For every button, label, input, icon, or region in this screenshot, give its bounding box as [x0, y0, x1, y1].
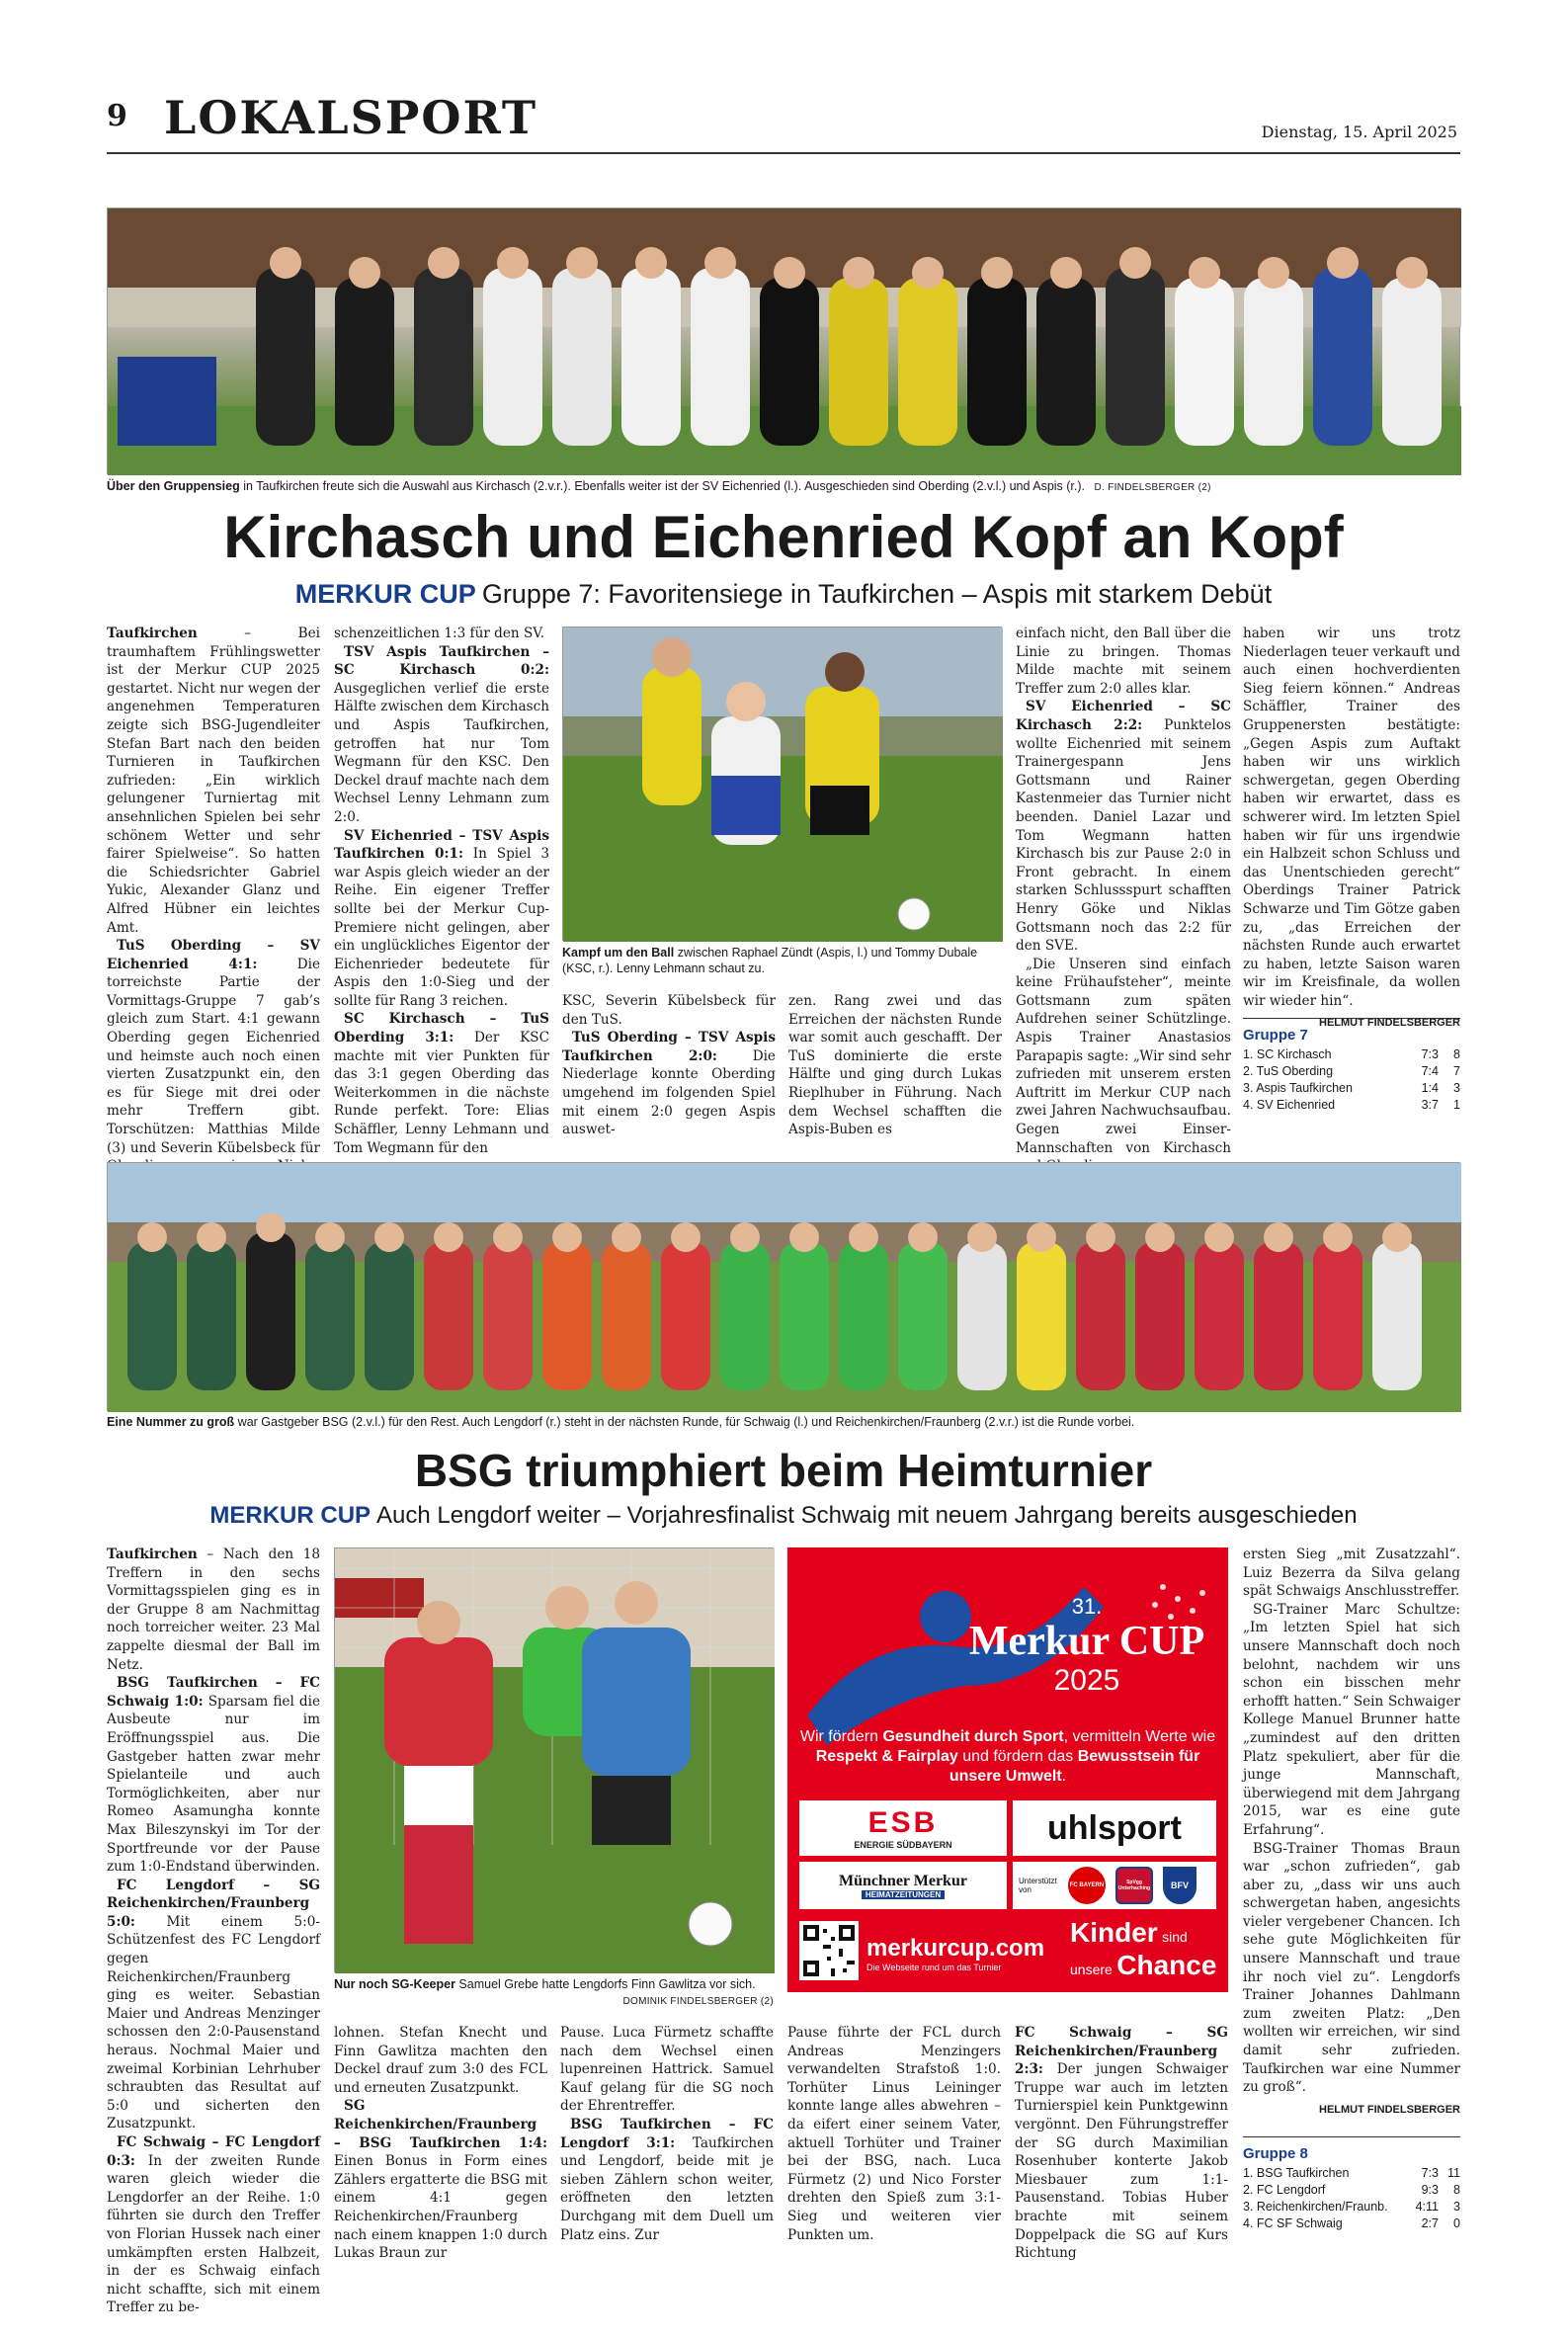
team: 3. Reichenkirchen/Fraunb. [1243, 2200, 1388, 2214]
text: Die torreichste Partie der Vormittags-Gruppe 7 gab’s gleich zum Start. 4:1 gewann Oberding gegen Eichenried und heimste auch noch einen vierten Zusatzpunkt ein, den es für Siege mit drei oder mehr Treffern gibt. Torschützen: Matthias Milde (3) und Severin Kübelsbeck für [107, 956, 320, 1156]
ad-edition: 31. [1071, 1594, 1103, 1619]
brand-label: MERKUR CUP [209, 1502, 371, 1529]
bfv-icon: BFV [1163, 1867, 1197, 1904]
article2-col1 [107, 1546, 320, 2316]
issue-date: Dienstag, 15. April 2025 [1261, 123, 1457, 141]
supported-label: Unterstützt von [1019, 1877, 1057, 1894]
match-header: BSG Taufkirchen – FC Schwaig 1:0: [107, 1675, 320, 1710]
brand-label: MERKUR CUP [294, 579, 476, 609]
esb-sub: ENERGIE SÜDBAYERN [854, 1840, 952, 1850]
text: Die Niederlage konnte Oberding umgehend im folgenden Spiel mit einem 2:0 gegen Aspis auswet- [562, 1047, 776, 1138]
points: 1 [1453, 1098, 1460, 1112]
photo-caption-group8 [107, 1414, 1460, 1430]
headline-group8: BSG triumphiert beim Heimturnier [414, 1445, 1153, 1496]
supporters-box [1013, 1862, 1216, 1909]
page-number: 9 [107, 99, 127, 133]
match-header: SC Kirchasch – TuS Oberding 3:1: [334, 1011, 549, 1046]
ad-mission [799, 1727, 1216, 1787]
ad-url-sub: Die Webseite rund um das Turnier [867, 1963, 1002, 1972]
table-row [1243, 1097, 1460, 1114]
text: lohnen. Stefan Knecht und Finn Gawlitza machten den Deckel drauf zum 3:0 des FCL und erneuten Zusatzpunkt. [334, 2025, 547, 2096]
headline-group7: Kirchasch und Eichenried Kopf an Kopf [223, 504, 1344, 570]
match-header: FC Schwaig – FC Lengdorf 0:3: [107, 2134, 320, 2169]
article1-col1 [107, 625, 320, 1156]
points: 3 [1453, 2200, 1460, 2214]
team: 2. FC Lengdorf [1243, 2183, 1326, 2197]
goals: 7:3 [1421, 2166, 1439, 2180]
text: Einen Bonus in Form eines Zählers ergatterte die BSG mit einem 4:1 gegen Reichenkirchen/Fraunberg nach einem knappen 1:0 durch Lukas Braun zur [334, 2153, 547, 2262]
match-header: SV Eichenried – SC Kirchasch 2:2: [1016, 699, 1231, 733]
ad-text-bold: Respekt & Fairplay [815, 1748, 958, 1765]
muenchner-merkur-logo [799, 1862, 1007, 1909]
slogan-chance: Chance [1116, 1950, 1217, 1980]
ad-text: . [1061, 1768, 1067, 1785]
text: In Spiel 3 war Aspis gleich wieder an der Reihe. Ein eigener Treffer sollte bei der Merkur Cup-Premiere nicht gelingen, aber ein unglückliches Eigentor der Eichenrieder bedeutete für Aspis den 1:0-Sieg und der sollte für Rang 3 reichen. [334, 846, 549, 1009]
match-header: TSV Aspis Taufkirchen – SC Kirchasch 0:2: [334, 643, 549, 679]
text: Punktelos wollte Eichenried mit seinem Trainergespann Jens Gottsmann und Rainer Kastenmeier das Turnier nicht beenden. Daniel Lazar und Tom Wegmann hatten Kirchasch bis zur Pause 2:0 in Front gebracht. In einem starken Schlussspurt schafften Henry Göke und Niklas Gottsmann noch das 2:2 für den SVE. [1016, 716, 1231, 955]
kinder-chance-slogan [1070, 1919, 1218, 1984]
standings-group8 [1243, 2136, 1460, 2232]
article2-col4 [787, 2024, 1001, 2243]
section-title: LOKALSPORT [164, 91, 538, 144]
subheadline-text: Gruppe 7: Favoritensiege in Taufkirchen – Aspis mit starkem Debüt [481, 579, 1273, 609]
goals: 1:4 [1421, 1081, 1439, 1095]
table-row [1243, 1080, 1460, 1097]
text: ersten Sieg „mit Zusatzzahl“. Luiz Bezerra da Silva gelang spät Schwaigs Anschlusstreffer. [1243, 1546, 1460, 1600]
text: Pause führte der FCL durch Andreas Menzingers verwandelten Strafstoß 1:0. Torhüter Linus Leininger konnte lange alles abwehren – da eifert einer seinem Vater, aktuell Torhüter und Trainer bei der BSG, nach. Luca Fürmetz (2) und Nico Forster drehten den Spieß zum 3:1-Sieg und weiteren vier Punkten um. [787, 2025, 1001, 2243]
match-photo-image [563, 627, 1003, 942]
header-rule [107, 152, 1460, 154]
ad-text: , vermitteln Werte wie [1063, 1728, 1216, 1745]
slogan-sind: sind [1162, 1929, 1188, 1945]
goals: 3:7 [1421, 1098, 1439, 1112]
points: 3 [1453, 1081, 1460, 1095]
dateline: Taufkirchen [107, 626, 198, 641]
author: HELMUT FINDELSBERGER [1319, 1017, 1460, 1030]
match-photo-caption [562, 945, 1002, 976]
article2-col6 [1243, 1546, 1460, 2131]
table-row [1243, 1046, 1460, 1063]
subheadline-group8 [107, 1500, 1460, 1532]
points: 7 [1453, 1064, 1460, 1078]
team: 4. SV Eichenried [1243, 1098, 1336, 1112]
text: Mit einem 5:0-Schützenfest des FC Lengdorf gegen Reichenkirchen/Fraunberg ging es weiter. Sebastian Maier und Andreas Menzinger schossen den 2:0-Pausenstand heraus. Nochmal Maier und zweimal Korbinian Lehrhuber schraubten das Resultat auf 5:0 und sicherten den Zusatzpunkt. [107, 1913, 320, 2132]
goals: 7:4 [1421, 1064, 1439, 1078]
goals: 9:3 [1421, 2183, 1439, 2197]
team: 1. BSG Taufkirchen [1243, 2166, 1350, 2180]
table-title: Gruppe 7 [1243, 1018, 1460, 1044]
text: einfach nicht, den Ball über die Linie zu bringen. Thomas Milde machte mit seinem Treffer zum 2:0 alles klar. [1016, 626, 1231, 697]
ad-website[interactable] [867, 1935, 1054, 1972]
table-row [1243, 2215, 1460, 2232]
text: Der jungen Schwaiger Truppe war auch im letzten Turnierspiel kein Punktgewinn vergönnt. Den Führungstreffer der SG durch Maximilian Rosenhuber konterte Jakob Miesbauer zum 1:1-Pausenstand. Tobias Huber brachte mit seinem Doppelpack die SG auf Kurs Richtung [1015, 2061, 1228, 2262]
slogan-unsere: unsere [1070, 1962, 1113, 1977]
ad-text-bold: Bewusstsein für unsere Umwelt [949, 1748, 1200, 1785]
qr-code-icon [799, 1921, 859, 1980]
team-photo-group8 [107, 1162, 1460, 1411]
mm-sub: HEIMATZEITUNGEN [862, 1890, 945, 1899]
text: „Die Unseren sind einfach keine Frühaufsteher“, meinte Gottsmann zum späten Aufdrehen seiner Schützlinge. Aspis Trainer Anastasios Parapapis sagte: „Wir sind sehr zufrieden mit unserem ersten Auftritt im Merkur CUP nach zwei Jahren Nachwuchsaufbau. Gegen zwei Einser-Mannschaften von Kirchasch [1016, 956, 1231, 1156]
article2-col2 [334, 2024, 547, 2262]
points: 11 [1447, 2166, 1460, 2180]
ad-title: Merkur CUP [968, 1619, 1205, 1665]
points: 8 [1453, 2183, 1460, 2197]
article1-col5 [1016, 625, 1231, 1156]
slogan-kinder: Kinder [1070, 1917, 1158, 1948]
ad-url[interactable]: merkurcup.com [867, 1935, 1045, 1962]
text: KSC, Severin Kübelsbeck für den TuS. [562, 993, 776, 1028]
caption-lead: Nur noch SG-Keeper [334, 1977, 455, 1991]
text: zen. Rang zwei und das Erreichen der nächsten Runde war somit auch geschafft. Der TuS dominierte die erste Hälfte und ging durch Lukas Rieplhuber in Führung. Nach dem Wechsel schafften die Aspis-Buben es [788, 993, 1002, 1138]
caption-lead: Eine Nummer zu groß [107, 1415, 235, 1429]
match-photo-keeper [334, 1547, 774, 1972]
text: Pause. Luca Fürmetz schaffte nach dem Wechsel einen lupenreinen Hattrick. Samuel Kauf gelang für die SG noch der Ehrentreffer. [560, 2025, 774, 2115]
article1-col4 [788, 992, 1002, 1138]
dateline: Taufkirchen [107, 1546, 198, 1562]
article2-col5 [1015, 2024, 1228, 2262]
text: Ausgeglichen verlief die erste Hälfte zwischen dem Kirchasch und Aspis Taufkirchen, getroffen hat nur Tom Wegmann für den KSC. Den Deckel drauf machte nach dem Wechsel Lenny Lehmann zum 2:0. [334, 680, 549, 825]
caption-text: Samuel Grebe hatte Lengdorfs Finn Gawlitza vor sich. [454, 1977, 756, 1991]
match-header: FC Lengdorf – SG Reichenkirchen/Fraunberg 5:0: [107, 1877, 320, 1930]
match-header: FC Schwaig – SG Reichenkirchen/Fraunberg 2:3: [1015, 2025, 1228, 2078]
team-photo-group8-image [108, 1163, 1461, 1412]
subheadline-group7 [107, 577, 1460, 611]
article1-col3 [562, 992, 776, 1138]
team-photo-group7-image [108, 209, 1461, 475]
article1-col6 [1243, 625, 1460, 1030]
uhlsport-logo: uhlsport [1013, 1800, 1216, 1856]
points: 0 [1453, 2216, 1460, 2230]
team: 2. TuS Oberding [1243, 1064, 1334, 1078]
table-row [1243, 1063, 1460, 1080]
match-header: TuS Oberding – TSV Aspis Taufkirchen 2:0: [562, 1030, 776, 1064]
text: – Nach den 18 Treffern in den sechs Vormittagsspielen ging es in der Gruppe 8 am Nachmittag noch torreicher weiter. 23 Mal zappelte diesmal der Ball im Netz. [107, 1546, 320, 1673]
text: Der KSC machte mit vier Punkten für das 3:1 gegen Oberding das Weiterkommen in die nächste Runde perfekt. Tore: Elias Schäffler, Lenny Lehmann und Tom Wegmann für den [334, 1030, 549, 1156]
author: HELMUT FINDELSBERGER [1319, 2103, 1460, 2116]
text: In der zweiten Runde waren gleich wieder die Lengdorfer an der Reihe. 1:0 führten sie durch den Treffer von Florian Hussek nach einer umkämpften ersten Halbzeit, in der es Schwaig einfach nicht schaffte, sich mit einem Treffer zu be- [107, 2152, 320, 2316]
standings-group7 [1243, 1018, 1460, 1114]
match-header: BSG Taufkirchen – FC Lengdorf 3:1: [560, 2116, 774, 2151]
merkur-cup-ad [787, 1547, 1228, 1992]
qr-code-image [803, 1925, 855, 1976]
team-photo-group7 [107, 208, 1460, 474]
match-photo-aspis-ksc [562, 627, 1002, 941]
match-photo-keeper-image [335, 1548, 775, 1973]
article2-col3 [560, 2024, 774, 2243]
text: – Bei traumhaftem Frühlingswetter ist der Merkur CUP 2025 gestartet. Nicht nur wegen der angenehmen Temperaturen zeigte sich BSG-Jugendleiter Stefan Bart nach den beiden Turnieren in Taufkirchen zufrieden: „Ein wirklich gelungener Turniertag mit ansehnlichen Spielen bei sehr schönem Wetter und sehr fairer Spielweise“. So hatten die Schiedsrichter Gabriel Yukic, Alexander Glanz und Alfred Hübner ein leichtes Amt. [107, 626, 320, 936]
esb-logo [799, 1800, 1007, 1856]
esb-name: ESB [867, 1806, 939, 1839]
ad-text-bold: Gesundheit durch Sport [882, 1728, 1064, 1745]
subheadline-text: Auch Lengdorf weiter – Vorjahresfinalist Schwaig mit neuem Jahrgang bereits ausgeschieden [376, 1502, 1358, 1529]
ad-logo-block [955, 1595, 1218, 1697]
ad-text: Wir fördern [799, 1728, 883, 1745]
table-row [1243, 2165, 1460, 2182]
goals: 4:11 [1415, 2200, 1439, 2214]
photo-caption-group7 [107, 478, 1460, 496]
match-header: SG Reichenkirchen/Fraunberg – BSG Taufkirchen 1:4: [334, 2098, 547, 2151]
table-row [1243, 2182, 1460, 2199]
ad-year: 2025 [1053, 1664, 1120, 1698]
team: 1. SC Kirchasch [1243, 1047, 1332, 1061]
text: BSG-Trainer Thomas Braun war „schon zufrieden“, gab aber zu, „dass wir uns auch schwergetan haben, angesichts vieler vergebener Chancen. Ich sehe gute Möglichkeiten für unsere Mannschaft und traue ihr noch viel zu“. Lengdorfs Trainer Johannes Dahlmann zum zweiten Platz: „Den wollten wir erreichen, wir sind damit sehr zufrieden. Taufkirchen war eine Nummer zu groß“. [1243, 1840, 1460, 2096]
caption-text: in Taufkirchen freute sich die Auswahl aus Kirchasch (2.v.r.). Ebenfalls weiter ist der SV Eichenried (l.). Ausgeschieden sind Oberding (2.v.l.) und Aspis (r.). [239, 479, 1086, 493]
goals: 2:7 [1421, 2216, 1439, 2230]
goals: 7:3 [1421, 1047, 1439, 1061]
table-row [1243, 2199, 1460, 2215]
text: Taufkirchen und Lengdorf, beide mit je sieben Zählern schon weiter, eröffneten den letzten Durchgang mit dem Duell um Platz eins. Zur [560, 2134, 774, 2243]
team: 3. Aspis Taufkirchen [1243, 1081, 1353, 1095]
ad-text: und fördern das [957, 1748, 1078, 1765]
mm-name: Münchner Merkur [839, 1872, 967, 1889]
article1-col2 [334, 625, 549, 1156]
caption-lead: Kampf um den Ball [562, 946, 675, 960]
caption-text: war Gastgeber BSG (2.v.l.) für den Rest. Auch Lengdorf (r.) steht in der nächsten Runde, für Schwaig (l.) und Reichenkirchen/Fraunberg (2.v.r.) ist die Runde vorbei. [234, 1415, 1135, 1429]
match-header: SV Eichenried – TSV Aspis Taufkirchen 0:1: [334, 827, 549, 863]
photo-credit: D. FINDELSBERGER (2) [1094, 482, 1211, 493]
photo-credit: DOMINIK FINDELSBERGER (2) [622, 1996, 774, 2007]
text: schenzeitlichen 1:3 für den SV. [334, 626, 545, 641]
keeper-photo-caption [334, 1976, 774, 2010]
table-title: Gruppe 8 [1243, 2136, 1460, 2162]
points: 8 [1453, 1047, 1460, 1061]
caption-lead: Über den Gruppensieg [107, 479, 240, 493]
team: 4. FC SF Schwaig [1243, 2216, 1343, 2230]
match-header: TuS Oberding – SV Eichenried 4:1: [107, 938, 320, 972]
text: Sparsam fiel die Ausbeute nur im Eröffnungsspiel aus. Die Gastgeber hatten zwar mehr Spielanteile und auch Tormöglichkeiten, aber nur Romeo Asamungha konnte Max Bileszynskyi im Tor der Sportfreunde vor der Pause zum 1:0-Endstand überwinden. [107, 1693, 320, 1876]
fc-bayern-icon: FC BAYERN [1068, 1867, 1106, 1904]
text: haben wir uns trotz Niederlagen teuer verkauft und auch einen hochverdienten Sieg feiern können.“ Andreas Schäffler, Trainer des Gruppenersten bestätigte: „Gegen Aspis zum Auftakt haben wir uns wirklich schwergetan, gegen Oberding haben wir erwartet, dass es schwerer wird. Im letzten Spiel haben wir für uns irgendwie ein Halbzeit schon Schluss und das Unentschieden gerecht“ Oberdings Trainer Patrick Schwarze und Tim Götze gaben zu, „das Erreichen der nächsten Runde auch erwartet zu haben, letzte Saison waren wir im Kreisfinale, da wollen wir wieder hin“. [1243, 626, 1460, 1009]
text: SG-Trainer Marc Schultze: „Im letzten Spiel hat sich unsere Mannschaft doch noch belohnt, nachdem wir uns schon ein bisschen mehr erhofft hatten.“ Sein Schwaiger Kollege Manuel Brunner hatte „zumindest auf den dritten Platz spekuliert, aber für die junge Mannschaft, überwiegend mit dem Jahrgang 2015, war es eine gute Erfahrung“. [1243, 1601, 1460, 1838]
unterhaching-icon: SpVgg Unterhaching [1115, 1867, 1153, 1904]
caption-text: zwischen Raphael Zündt (Aspis, l.) und Tommy Dubale (KSC, r.). Lenny Lehmann schaut zu. [562, 946, 978, 975]
